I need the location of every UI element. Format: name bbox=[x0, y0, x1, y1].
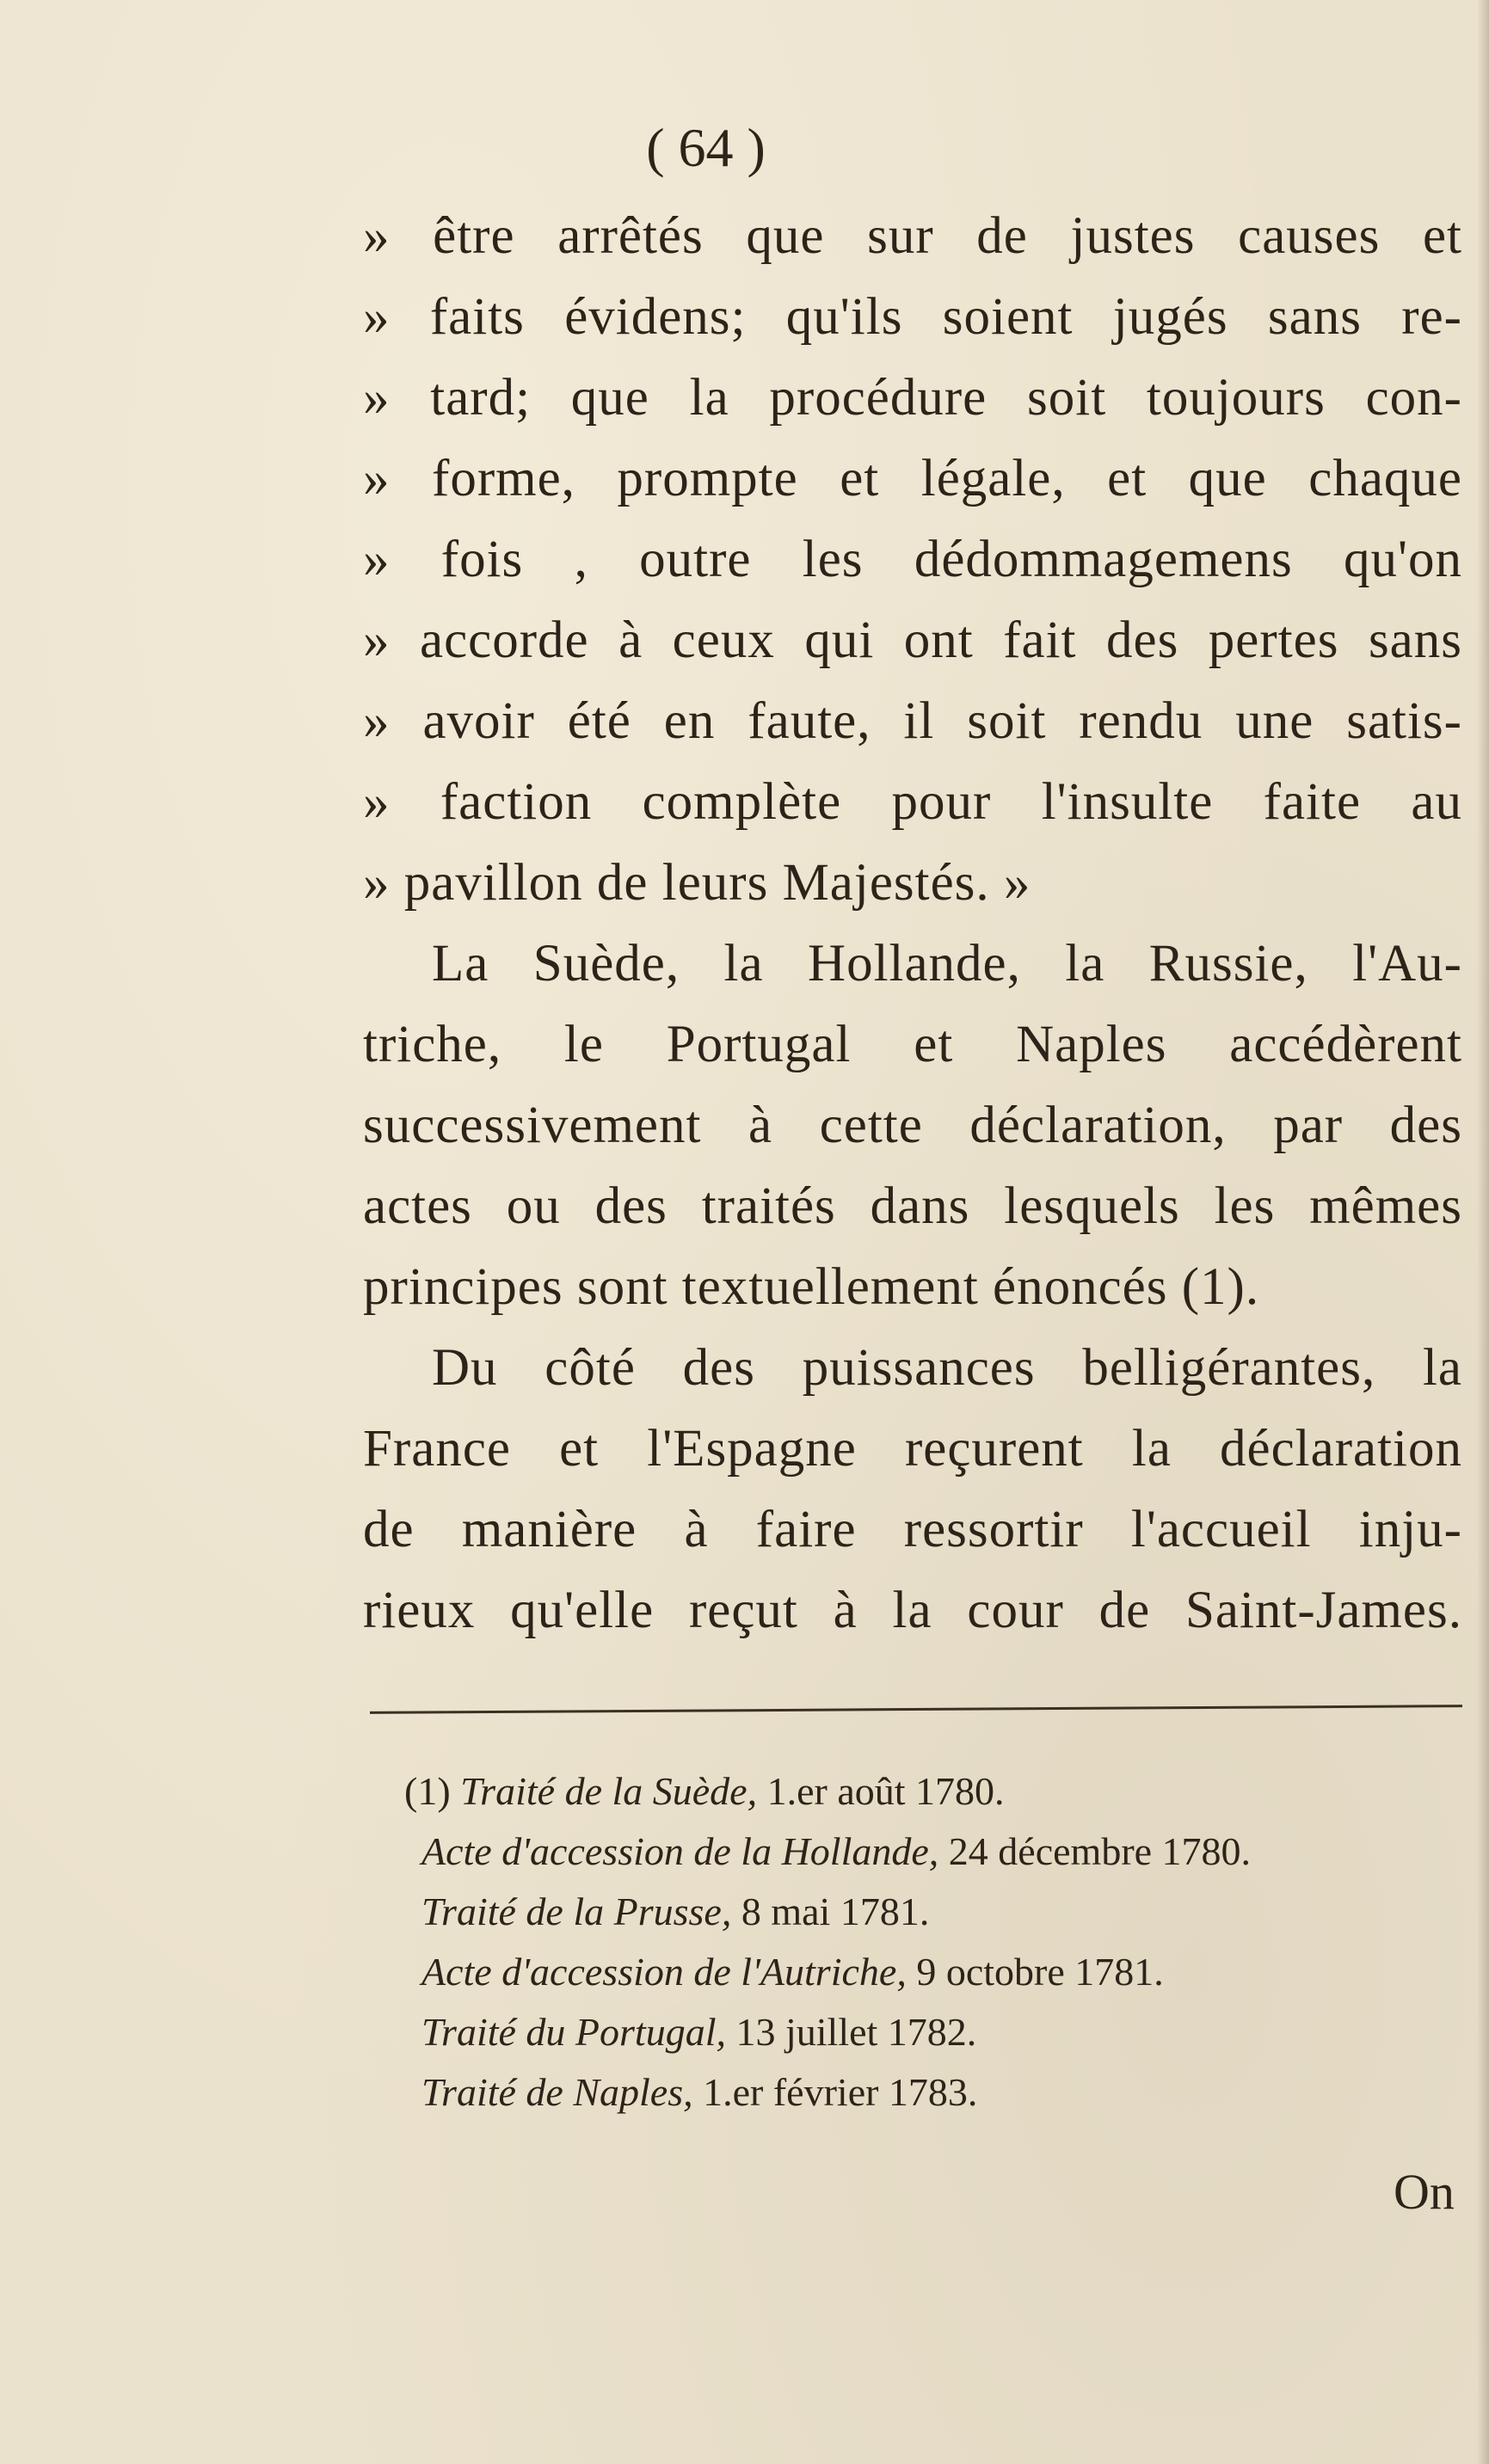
page-edge-shadow bbox=[1477, 0, 1489, 2464]
footnote-date: 1.er février 1783. bbox=[692, 2070, 978, 2114]
text-line: France et l'Espagne reçurent la déclaration bbox=[363, 1420, 1462, 1478]
footnote-title: Traité de Naples, bbox=[421, 2070, 693, 2114]
paragraph-start-line: Du côté des puissances belligérantes, la bbox=[432, 1339, 1462, 1397]
footnote-line bbox=[421, 1882, 1419, 1942]
text-line: » avoir été en faute, il soit rendu une satis- bbox=[363, 692, 1462, 750]
footnote-title: Traité de la Suède, bbox=[460, 1769, 758, 1813]
footnote-title: Acte d'accession de l'Autriche, bbox=[421, 1950, 907, 1994]
text-line: de manière à faire ressortir l'accueil inju- bbox=[363, 1501, 1462, 1558]
footnote-line bbox=[421, 1822, 1419, 1882]
paragraph-start-line: La Suède, la Hollande, la Russie, l'Au- bbox=[432, 935, 1462, 992]
footnote-marker: (1) bbox=[404, 1769, 461, 1813]
footnote-title: Traité du Portugal, bbox=[421, 2010, 726, 2054]
text-line: triche, le Portugal et Naples accédèrent bbox=[363, 1016, 1462, 1073]
footnote-date: 24 décembre 1780. bbox=[938, 1829, 1252, 1873]
page-number: ( 64 ) bbox=[646, 117, 766, 178]
main-text bbox=[363, 196, 1462, 1651]
catchword: On bbox=[1394, 2164, 1455, 2220]
text-line: » fois , outre les dédommagemens qu'on bbox=[363, 531, 1462, 588]
text-line: principes sont textuellement énoncés (1). bbox=[363, 1258, 1260, 1316]
text-line: » accorde à ceux qui ont fait des pertes sans bbox=[363, 611, 1462, 669]
footnote-line bbox=[404, 1761, 1419, 1822]
footnote-date: 8 mai 1781. bbox=[731, 1889, 930, 1933]
text-line: actes ou des traités dans lesquels les mêmes bbox=[363, 1177, 1462, 1235]
text-line: » pavillon de leurs Majestés. » bbox=[363, 854, 1031, 912]
footnote-line bbox=[421, 2062, 1419, 2123]
footnote-date: 13 juillet 1782. bbox=[725, 2010, 977, 2054]
footnote-title: Traité de la Prusse, bbox=[421, 1889, 732, 1933]
text-line: » faits évidens; qu'ils soient jugés sans re- bbox=[363, 288, 1462, 346]
footnote-date: 1.er août 1780. bbox=[757, 1769, 1005, 1813]
text-line: » tard; que la procédure soit toujours con- bbox=[363, 369, 1462, 427]
text-line: rieux qu'elle reçut à la cour de Saint-James. bbox=[363, 1582, 1462, 1639]
text-line: successivement à cette déclaration, par des bbox=[363, 1097, 1462, 1154]
text-line: » forme, prompte et légale, et que chaque bbox=[363, 450, 1462, 507]
footnote-date: 9 octobre 1781. bbox=[906, 1950, 1164, 1994]
footnotes bbox=[404, 1761, 1419, 2123]
text-line: » être arrêtés que sur de justes causes et bbox=[363, 207, 1462, 265]
footnote-line bbox=[421, 2002, 1419, 2062]
footnote-separator-rule bbox=[370, 1705, 1462, 1714]
footnote-line bbox=[421, 1942, 1419, 2002]
footnote-title: Acte d'accession de la Hollande, bbox=[421, 1829, 939, 1873]
text-line: » faction complète pour l'insulte faite au bbox=[363, 773, 1462, 831]
